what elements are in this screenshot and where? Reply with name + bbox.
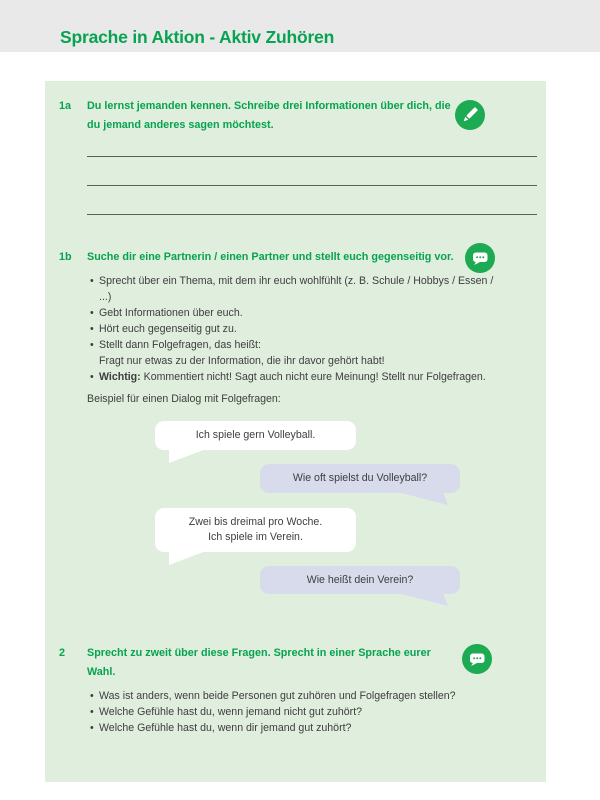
bullet-item: • Hört euch gegenseitig gut zu. bbox=[87, 321, 498, 337]
worksheet-panel bbox=[45, 81, 546, 782]
bubble-text: Wie oft spielst du Volleyball? bbox=[292, 472, 428, 484]
bubble-text: Ich spiele im Verein. bbox=[208, 531, 303, 543]
bubble-tail bbox=[398, 492, 448, 505]
write-line bbox=[87, 185, 537, 186]
bullet-item: • Wichtig: Kommentiert nicht! Sagt auch nicht eure Meinung! Stellt nur Folgefragen. bbox=[87, 369, 498, 385]
bubble-text: Zwei bis dreimal pro Woche. bbox=[188, 516, 323, 528]
exercise-heading: Du lernst jemanden kennen. Schreibe drei Informationen über dich, die du jemand anderes sagen möchtest. bbox=[87, 100, 451, 131]
speech-bubble-icon bbox=[465, 243, 495, 273]
bullet-item: • Welche Gefühle hast du, wenn dir jemand gut zuhört? bbox=[87, 720, 498, 736]
write-lines bbox=[87, 156, 498, 215]
exercise-number: 1b bbox=[59, 251, 72, 263]
speech-bubble-right bbox=[260, 464, 460, 493]
exercise-heading: Sprecht zu zweit über diese Fragen. Sprecht in einer Sprache eurer Wahl. bbox=[87, 647, 431, 678]
question-list bbox=[87, 688, 498, 736]
exercise-heading: Suche dir eine Partnerin / einen Partner und stellt euch gegenseitig vor. bbox=[87, 251, 454, 263]
bubble-text: Ich spiele gern Volleyball. bbox=[195, 429, 316, 441]
write-line bbox=[87, 214, 537, 215]
bullet-item: • Was ist anders, wenn beide Personen gut zuhören und Folgefragen stellen? bbox=[87, 688, 498, 704]
speech-bubble-right bbox=[260, 566, 460, 594]
exercise-number: 2 bbox=[59, 647, 66, 659]
page-header bbox=[0, 0, 600, 52]
speech-bubble-left bbox=[155, 421, 356, 450]
dialog-intro: Beispiel für einen Dialog mit Folgefragen: bbox=[87, 393, 281, 405]
page-title: Sprache in Aktion - Aktiv Zuhören bbox=[60, 27, 335, 47]
bubble-text: Wie heißt dein Verein? bbox=[306, 573, 414, 586]
exercise-number: 1a bbox=[59, 100, 72, 112]
dialog-bubbles bbox=[45, 407, 546, 622]
bullet-item: • Gebt Informationen über euch. bbox=[87, 305, 498, 321]
bullet-item: • Welche Gefühle hast du, wenn jemand nicht gut zuhört? bbox=[87, 704, 498, 720]
bubble-tail bbox=[169, 449, 206, 463]
exercise-1b bbox=[45, 248, 546, 622]
exercise-1a bbox=[45, 97, 546, 215]
bubble-tail bbox=[169, 551, 206, 565]
bubble-tail bbox=[398, 593, 448, 606]
speech-bubble-icon bbox=[462, 644, 492, 674]
write-line bbox=[87, 156, 537, 157]
exercise-2 bbox=[45, 644, 546, 736]
speech-bubble-left bbox=[155, 508, 356, 552]
pencil-icon bbox=[455, 100, 485, 130]
bullet-item: • Sprecht über ein Thema, mit dem ihr euch wohlfühlt (z. B. Schule / Hobbys / Essen / ...) bbox=[87, 273, 498, 305]
bullet-item: • Stellt dann Folgefragen, das heißt: Fragt nur etwas zu der Information, die ihr davor gehört habt! bbox=[87, 337, 498, 369]
instruction-list bbox=[87, 273, 498, 385]
